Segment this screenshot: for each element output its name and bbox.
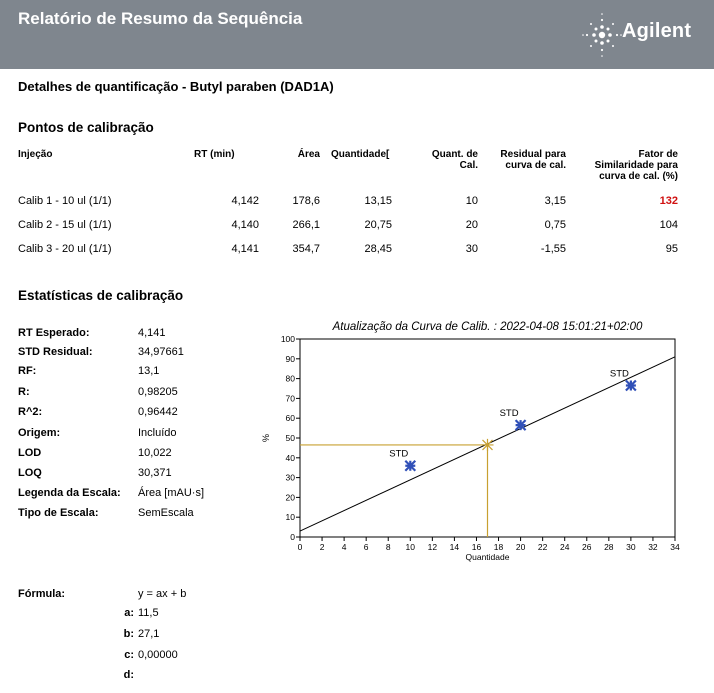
cell-rt: 4,140 [231,219,259,231]
col-header-area: Área [297,149,320,160]
logo-wordmark: Agilent [622,20,692,42]
cell-cal-qty: 30 [465,243,478,255]
x-tick-label: 26 [582,542,592,552]
col-header-similarity: Fator de Similaridade para curva de cal. (%) [594,149,678,182]
x-tick-label: 22 [537,542,548,552]
cell-rt: 4,141 [231,243,259,255]
y-axis-label: % [261,433,271,443]
cell-injection: Calib 3 - 20 ul (1/1) [18,243,112,255]
x-tick-label: 2 [319,542,325,552]
coef-name: c: [124,649,134,661]
stat-value: Incluído [138,427,177,439]
calibration-point [626,381,636,391]
x-tick-label: 12 [427,542,438,552]
x-tick-label: 6 [363,542,369,552]
x-tick-label: 16 [471,542,482,552]
y-tick-label: 80 [285,373,295,384]
y-tick-label: 0 [290,532,295,542]
stat-value: 13,1 [138,365,160,377]
cell-area: 354,7 [292,243,320,255]
stat-label: STD Residual: [18,346,93,358]
y-tick-label: 70 [285,393,295,404]
stat-label: R: [18,386,30,398]
stat-label: RT Esperado: [18,327,90,339]
coef-name: d: [123,669,134,681]
col-header-injection: Injeção [18,149,53,160]
coef-value: 0,00000 [138,649,178,661]
chart-title: Atualização da Curva de Calib. : 2022-04-08 15:01:21+02:00 [332,321,643,333]
point-label: STD [389,448,409,460]
x-tick-label: 24 [559,542,570,552]
report-title: Relatório de Resumo da Sequência [18,9,303,28]
stat-value: Área [mAU·s] [138,487,205,499]
report-header-banner [0,0,714,69]
stat-value: 30,371 [138,467,172,479]
cell-injection: Calib 2 - 15 ul (1/1) [18,219,112,231]
cell-residual: -1,55 [540,243,566,255]
x-tick-label: 4 [341,542,347,552]
stat-label: Legenda da Escala: [18,487,121,499]
stat-label: LOQ [18,467,42,479]
cell-quantity: 20,75 [364,219,392,231]
coef-value: 27,1 [138,628,160,640]
x-tick-label: 30 [626,542,636,552]
cell-area: 266,1 [292,219,320,231]
cell-cal-qty: 10 [465,195,478,207]
coef-name: a: [124,607,134,619]
calibration-points-title: Pontos de calibração [18,120,154,135]
cell-cal-qty: 20 [465,219,478,231]
x-tick-label: 8 [385,542,391,552]
col-header-rt: RT (min) [194,149,235,160]
calibration-point [405,461,415,471]
stat-value: 4,141 [138,327,166,339]
x-tick-label: 0 [297,542,303,552]
x-tick-label: 34 [670,542,680,552]
x-tick-label: 14 [449,542,460,552]
x-tick-label: 10 [405,542,416,552]
y-tick-label: 40 [285,452,295,463]
formula-label: Fórmula: [18,588,66,600]
cell-residual: 3,15 [544,195,566,207]
x-tick-label: 28 [604,542,614,552]
point-label: STD [609,368,629,380]
cell-quantity: 13,15 [364,195,392,207]
calibration-stats-title: Estatísticas de calibração [18,288,184,303]
cell-area: 178,6 [292,195,320,207]
agilent-spark-icon [582,10,622,60]
formula-expression: y = ax + b [138,588,187,600]
coef-value: 11,5 [138,607,159,619]
col-header-residual: Residual para curva de cal. [500,149,566,171]
cell-quantity: 28,45 [364,243,392,255]
x-tick-label: 18 [493,542,504,552]
stat-value: 0,98205 [138,386,178,398]
agilent-logo [582,10,702,60]
stat-value: 34,97661 [138,346,184,358]
x-axis-label: Quantidade [465,552,510,562]
stat-label: RF: [18,365,37,377]
stat-label: Origem: [18,427,61,439]
y-tick-label: 30 [285,472,295,483]
cell-injection: Calib 1 - 10 ul (1/1) [18,195,112,207]
cell-similarity: 95 [665,243,678,255]
y-tick-label: 60 [285,413,295,424]
stat-label: LOD [18,447,42,459]
y-tick-label: 10 [285,512,295,523]
stat-label: R^2: [18,406,43,418]
point-label: STD [499,408,519,420]
calibration-curve-chart [255,315,695,567]
y-tick-label: 90 [285,353,295,364]
x-tick-label: 32 [648,542,658,552]
cell-residual: 0,75 [544,219,566,231]
cell-similarity: 104 [659,219,678,231]
y-tick-label: 20 [285,492,295,503]
stat-value: 10,022 [138,447,172,459]
stat-value: 0,96442 [138,406,178,418]
stat-value: SemEscala [138,507,194,519]
y-tick-label: 50 [285,433,295,443]
cell-rt: 4,142 [231,195,259,207]
col-header-cal-qty: Quant. de Cal. [431,149,478,171]
stat-label: Tipo de Escala: [18,507,99,519]
cell-similarity-flagged: 132 [659,195,678,207]
section-title: Detalhes de quantificação - Butyl paraben (DAD1A) [18,79,334,94]
coef-name: b: [123,628,134,640]
col-header-quantity: Quantidade[ [331,149,390,160]
x-tick-label: 20 [515,542,526,552]
y-tick-label: 100 [280,334,295,344]
calibration-point [516,420,526,430]
sample-point-marker [482,439,494,451]
